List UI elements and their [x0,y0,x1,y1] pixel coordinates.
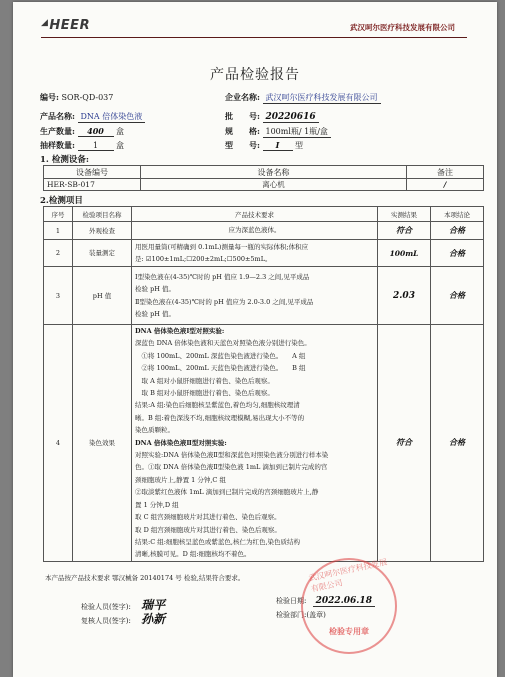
inspector-signature: 瑞平 [141,598,166,612]
row-result: 符合 [378,325,431,562]
meta-product [40,111,145,123]
logo-text: HEER [49,18,91,33]
stamp-ring-text: 武汉呵尔医疗科技发展有限公司 [307,557,388,594]
row-item-name: 装量测定 [73,240,132,267]
row-requirement [132,240,378,267]
requirement-line: 结果:A 组:染色后细胞核呈紫蓝色,着色均匀,细胞核纹理清 [135,401,300,410]
row-item-name: 染色效果 [73,325,132,562]
sample-value: 1 [78,141,114,151]
meta-number [40,92,113,103]
requirement-line: 用医用量筒(可精确到 0.1mL)测量每一瓶的实际体积;体积应 [135,242,309,251]
inspector-label: 检验人员(签字): [81,603,131,611]
model-unit: 型 [295,141,304,150]
requirement-line: ②取淡紫红色液体 1mL 滴加到已制片完成的宫颈细胞玻片上,静 [135,488,319,497]
row-no: 2 [44,240,73,267]
sample-unit: 盒 [116,141,125,150]
reviewer-signature: 孙新 [141,612,166,626]
col-conclusion: 本项结论 [431,207,484,222]
footnote: 本产品按产品技术要求 鄂汉械备 20140174 号 检验,结果符合要求。 [45,574,245,582]
date-label: 检验日期: [276,597,307,605]
requirement-line: 清晰,核膜可见。D 组:细胞核均不着色。 [135,550,251,559]
requirement-line: 色。①取 DNA 倍体染色液Ⅱ型染色液 1mL 滴加到已制片完成的宫 [135,463,328,472]
row-no: 1 [44,222,73,240]
meta-production [40,126,124,137]
row-no: 3 [44,267,73,325]
requirement-line: ②将 100mL、200mL 天蓝色染色液进行染色。 B 组 [135,364,306,373]
product-value: DNA 倍体染色液 [78,111,146,123]
col-no: 序号 [44,207,73,222]
table-row [44,325,484,562]
section-equipment-heading: 1. 检测设备: [40,155,89,165]
row-conclusion: 合格 [431,267,484,325]
requirement-line: 取 D 组宫颈细胞玻片对其进行着色、染色后观察。 [135,525,281,534]
production-label: 生产数量: [40,126,75,136]
requirement-line: Ⅰ型染色液在(4-35)℃时的 pH 值应 1.9—2.3 之间,见平成品 [135,272,310,281]
table-row [44,240,484,267]
row-conclusion: 合格 [431,240,484,267]
row-requirement [132,325,378,562]
equipment-remark-cell: / [407,179,484,191]
requirement-line: 染色质颗粒。 [135,426,174,435]
number-value: SOR-QD-037 [61,93,114,102]
requirement-line: 深蓝色 DNA 倍体染色液和天蓝色对照染色液分别进行染色。 [135,339,311,348]
requirement-line: 应为深蓝色液体。 [228,226,281,235]
row-conclusion: 合格 [431,222,484,240]
logo-mark-icon: ◢ [41,18,49,28]
model-value: I [263,140,293,151]
meta-spec [225,126,331,138]
date-value: 2022.06.18 [313,596,375,607]
equipment-name-cell: 离心机 [141,179,407,191]
product-label: 产品名称: [40,111,75,121]
requirement-line: 颈细胞玻片上,静置 1 分钟,C 组 [135,475,226,484]
meta-sample [40,140,124,151]
model-label: 型 号: [225,140,260,150]
table-row [44,222,484,240]
spec-value: 100ml瓶/ 1瓶/盒 [263,126,331,138]
requirement-line: 取 A 组对小鼠肝细胞进行着色、染色后观察。 [135,376,274,385]
report-page [13,2,497,677]
requirement-line: 晰。B 组:着色深浅不均,细胞核纹理模糊,易出现大小不等的 [135,413,305,422]
requirement-line: 是: ☑100±1mL;☐200±2mL;☐500±5mL。 [135,255,272,263]
equipment-col-number: 设备编号 [44,166,141,179]
dept-label: 检验部门:(盖章) [276,611,326,619]
row-result: 符合 [378,222,431,240]
reviewer-label: 复核人员(签字): [81,617,131,625]
table-row [44,179,484,191]
table-row [44,267,484,325]
inspection-stamp [301,558,397,654]
inspection-table [43,206,484,562]
requirement-line: DNA 倍体染色液Ⅰ型对照实验: [135,327,225,335]
stamp-center-text: 检验专用章 [329,626,369,636]
equipment-header-row [44,166,484,179]
batch-label: 批 号: [225,111,260,121]
requirement-line: 取 C 组宫颈细胞玻片对其进行着色、染色后观察。 [135,513,281,522]
meta-model [225,140,303,151]
number-label: 编号: [40,92,59,102]
col-item: 检验项目名称 [73,207,132,222]
company-label: 企业名称: [225,92,260,102]
row-no: 4 [44,325,73,562]
header-company-name: 武汉呵尔医疗科技发展有限公司 [350,23,455,32]
section-items-heading: 2.检测项目 [40,196,83,206]
col-requirement: 产品技术要求 [132,207,378,222]
requirement-line: 取 B 组对小鼠肝细胞进行着色、染色后观察。 [135,389,274,398]
requirement-line: ①将 100mL、200mL 深蓝色染色液进行染色。 A 组 [135,351,306,360]
inspection-header-row [44,207,484,222]
row-conclusion: 合格 [431,325,484,562]
meta-company [225,92,381,104]
reviewer-signature-row [81,610,165,627]
company-value: 武汉呵尔医疗科技发展有限公司 [263,92,381,104]
equipment-table [43,165,484,191]
row-requirement [132,267,378,325]
production-unit: 盒 [116,127,125,136]
spec-label: 规 格: [225,126,260,136]
batch-value: 20220616 [263,112,319,123]
page-title: 产品检验报告 [210,67,300,83]
col-result: 实测结果 [378,207,431,222]
header-rule [41,37,467,38]
company-logo [41,18,90,33]
meta-batch [225,111,319,123]
requirement-line: 对照实验:DNA 倍体染色液Ⅱ型和深蓝色对照染色液分别进行样本染 [135,451,329,460]
equipment-col-remark: 备注 [407,166,484,179]
requirement-line: 置 1 分钟,D 组 [135,500,179,509]
production-value: 400 [78,126,114,137]
sample-label: 抽样数量: [40,140,75,150]
equipment-col-name: 设备名称 [141,166,407,179]
row-result: 2.03 [378,267,431,325]
requirement-line: 检验 pH 值。 [135,310,175,318]
row-result: 100mL [378,240,431,267]
equipment-number-cell: HER-SB-017 [44,179,141,191]
requirement-line: Ⅱ型染色液在(4-35)℃时的 pH 值应为 2.0-3.0 之间,见平成品 [135,297,314,306]
row-item-name: pH 值 [73,267,132,325]
requirement-line: DNA 倍体染色液Ⅱ型对照实验: [135,438,227,447]
requirement-line: 检验 pH 值。 [135,285,175,293]
row-item-name: 外观检查 [73,222,132,240]
requirement-line: 结果:C 组:细胞核呈蓝色或紫蓝色,核仁为红色,染色质结构 [135,537,301,546]
row-requirement [132,222,378,240]
